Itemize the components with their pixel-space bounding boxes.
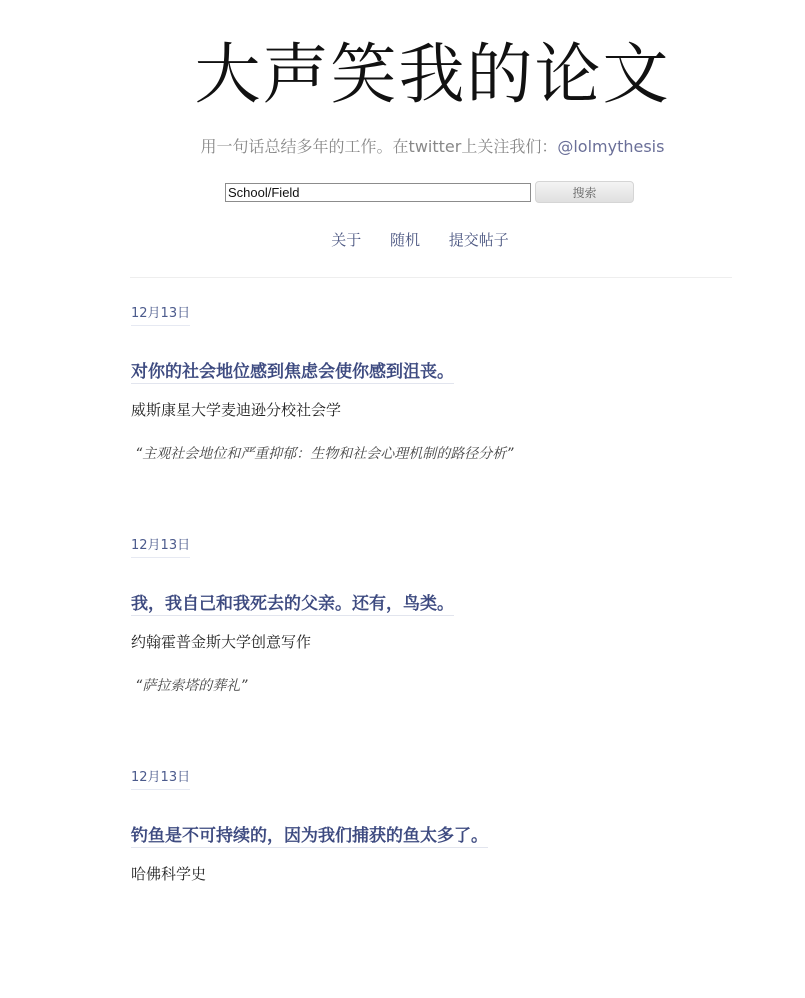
search-button[interactable]: 搜索: [535, 181, 634, 203]
tagline: [0, 136, 805, 158]
post-school: 威斯康星大学麦迪逊分校社会学: [131, 401, 342, 419]
post-thesis-title: “主观社会地位和严重抑郁：生物和社会心理机制的路径分析”: [135, 446, 514, 462]
post-item: [131, 534, 732, 766]
main-nav: [0, 229, 805, 251]
twitter-handle-link[interactable]: @lolmythesis: [557, 137, 665, 156]
post-school: 哈佛科学史: [131, 865, 207, 883]
nav-random-link[interactable]: 随机: [389, 231, 420, 249]
site-title: 大声笑我的论文: [194, 36, 671, 113]
post-title-text: 钓鱼是不可持续的，因为我们捕获的鱼太多了。: [131, 826, 488, 846]
post-item: [131, 766, 732, 998]
post-title-link[interactable]: [131, 592, 732, 616]
nav-submit-link[interactable]: 提交帖子: [448, 231, 509, 249]
search-input[interactable]: [225, 183, 531, 202]
post-item: [131, 302, 732, 534]
header-divider: [130, 277, 732, 278]
post-date-link[interactable]: 12月13日: [131, 769, 190, 790]
post-list: [131, 302, 732, 998]
nav-about-link[interactable]: 关于: [331, 231, 362, 249]
post-title-text: 对你的社会地位感到焦虑会使你感到沮丧。: [131, 362, 454, 382]
post-title-link[interactable]: [131, 824, 732, 848]
tagline-text: 用一句话总结多年的工作。在twitter上关注我们：: [200, 137, 558, 156]
search-bar: [225, 181, 635, 205]
post-date-link[interactable]: 12月13日: [131, 305, 190, 326]
post-thesis-title: “萨拉索塔的葬礼”: [135, 678, 248, 694]
post-school: 约翰霍普金斯大学创意写作: [131, 633, 312, 651]
post-date-link[interactable]: 12月13日: [131, 537, 190, 558]
post-title-text: 我，我自己和我死去的父亲。还有，鸟类。: [131, 594, 454, 614]
post-title-link[interactable]: [131, 360, 732, 384]
